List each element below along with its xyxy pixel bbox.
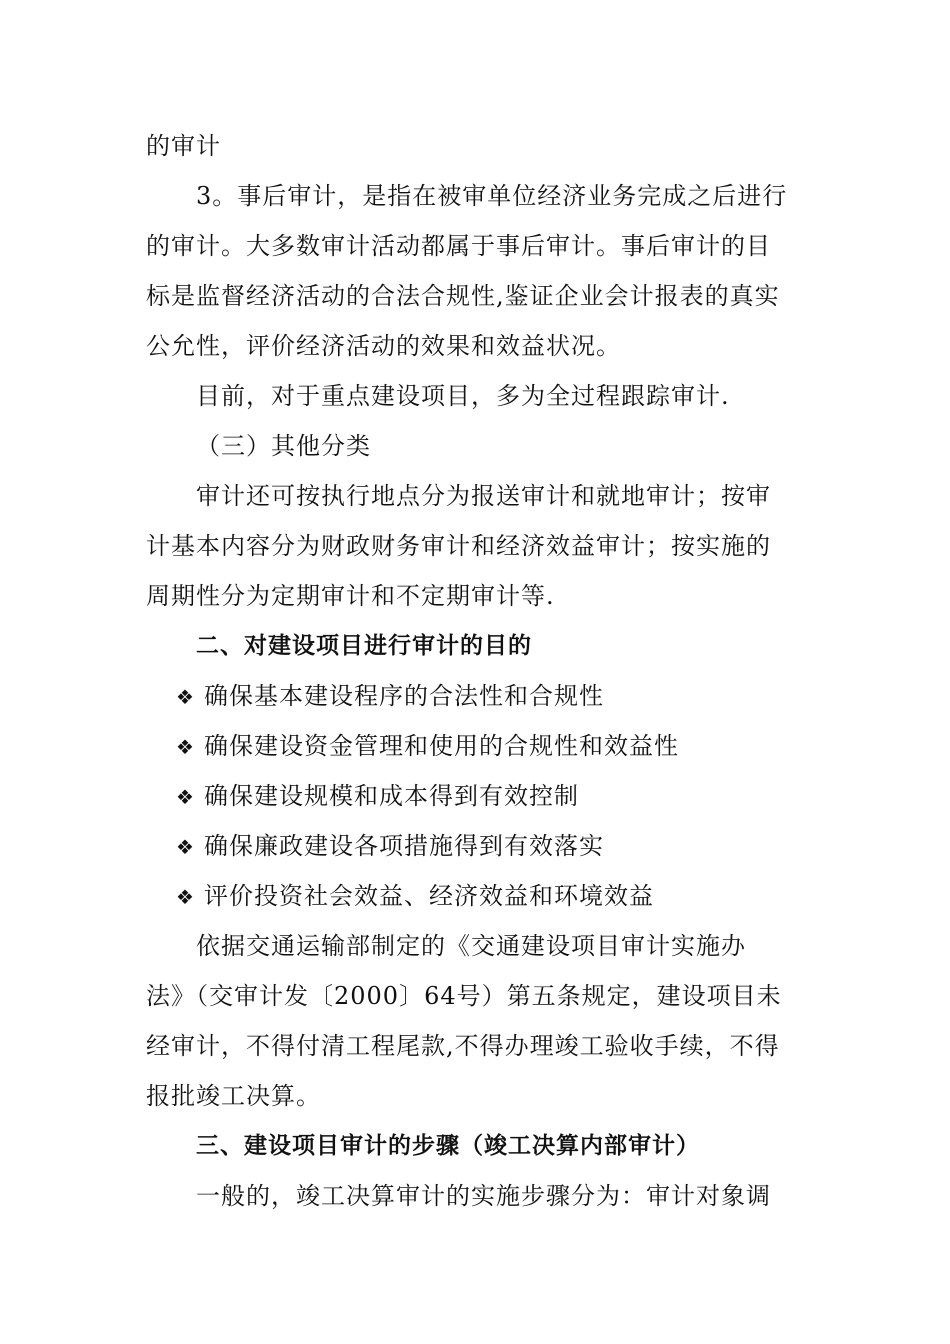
text-line: 的审计。大多数审计活动都属于事后审计。事后审计的目	[146, 232, 771, 260]
bullet-text: 确保建设资金管理和使用的合规性和效益性	[204, 732, 679, 760]
bullet-item	[146, 771, 808, 821]
text-line: 的审计	[146, 132, 221, 160]
subsection-heading: （三）其他分类	[196, 432, 371, 460]
text-line: 3。事后审计，是指在被审单位经济业务完成之后进行	[196, 182, 788, 210]
bullet-item	[146, 821, 808, 871]
bullet-item	[146, 721, 808, 771]
section-heading: 二、对建设项目进行审计的目的	[196, 633, 532, 659]
bullet-text: 确保廉政建设各项措施得到有效落实	[204, 832, 604, 860]
text-line: 报批竣工决算。	[146, 1082, 321, 1110]
bullet-item	[146, 671, 808, 721]
diamond-bullet-icon: ❖	[176, 785, 195, 809]
text-line: 目前，对于重点建设项目，多为全过程跟踪审计.	[196, 382, 730, 410]
diamond-bullet-icon: ❖	[176, 835, 195, 859]
text-line: 经审计，不得付清工程尾款,不得办理竣工验收手续，不得	[146, 1032, 780, 1060]
document-body	[146, 121, 808, 1221]
text-line: 计基本内容分为财政财务审计和经济效益审计；按实施的	[146, 532, 771, 560]
diamond-bullet-icon: ❖	[176, 885, 195, 909]
text-line: 公允性，评价经济活动的效果和效益状况。	[146, 332, 621, 360]
bullet-text: 确保建设规模和成本得到有效控制	[204, 782, 579, 810]
bullet-text: 评价投资社会效益、经济效益和环境效益	[204, 882, 654, 910]
text-line: 法》（交审计发〔2000〕64号）第五条规定，建设项目未	[146, 982, 782, 1010]
text-line: 一般的，竣工决算审计的实施步骤分为：审计对象调	[196, 1182, 771, 1210]
text-line: 标是监督经济活动的合法合规性,鉴证企业会计报表的真实	[146, 282, 780, 310]
text-line: 审计还可按执行地点分为报送审计和就地审计；按审	[196, 482, 771, 510]
text-line: 周期性分为定期审计和不定期审计等.	[146, 582, 555, 610]
section-heading: 三、建设项目审计的步骤（竣工决算内部审计）	[196, 1133, 700, 1159]
diamond-bullet-icon: ❖	[176, 735, 195, 759]
text-line: 依据交通运输部制定的《交通建设项目审计实施办	[196, 932, 746, 960]
diamond-bullet-icon: ❖	[176, 685, 195, 709]
bullet-item	[146, 871, 808, 921]
bullet-text: 确保基本建设程序的合法性和合规性	[204, 682, 604, 710]
